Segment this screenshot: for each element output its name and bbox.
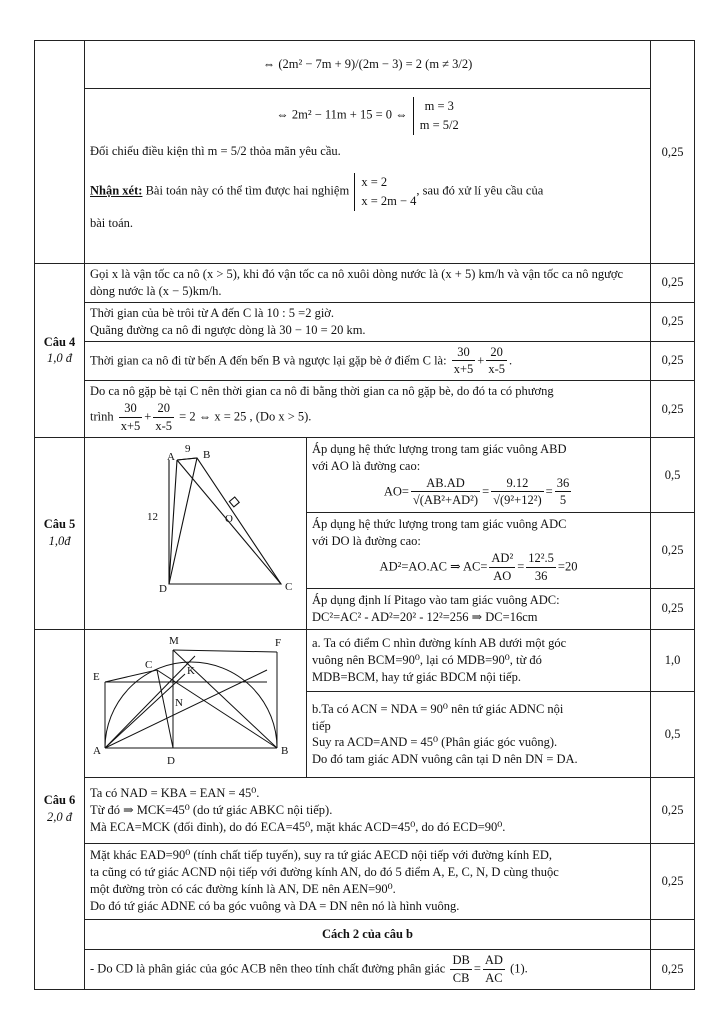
cau6-d4: Do đó tứ giác ADNE có ba góc vuông và DA = DN nên nó là hình vuông.: [90, 899, 460, 913]
cau5-p2b: với DO là đường cao:: [312, 534, 421, 549]
fig6-C: C: [145, 658, 153, 671]
cau6-se: 0,25: [651, 949, 695, 989]
cau4-r2b: Quãng đường ca nô đi ngược dòng là 30 − 10 = 20 km.: [90, 322, 366, 337]
cau6-a2: vuông nên BCM=90⁰, lại có MDB=90⁰, từ đó: [312, 653, 542, 668]
cau6-d: [85, 843, 651, 919]
case-x2: x = 2: [361, 175, 388, 190]
remark-text-3: bài toán.: [90, 215, 134, 230]
cau6-b2: tiếp: [312, 718, 331, 733]
answer-table: [34, 40, 695, 990]
cau5-p1a: Áp dụng hệ thức lượng trong tam giác vuông ABD: [312, 441, 567, 456]
cau4-title: Câu 4: [43, 334, 76, 349]
fig6-B: B: [281, 744, 289, 757]
cau3-eq1: ⇔ (2m² − 7m + 9)/(2m − 3) = 2 (m ≠ 3/2): [262, 57, 473, 72]
remark-text: Bài toán này có thể tìm được hai nghiệm: [145, 184, 350, 198]
cau6-figure: [85, 630, 305, 772]
fig6-D: D: [167, 754, 175, 767]
cau6-b: [307, 692, 651, 777]
cau6-c2: Từ đó ⇒ MCK=45⁰ (do tứ giác ABKC nội tiếp).: [90, 802, 333, 817]
frac-30b: $\frac{30}{x+5}$: [120, 401, 141, 433]
p2-lhs: AD²=AO.AC ⇒ AC=: [379, 559, 488, 574]
fig6-E: E: [93, 670, 100, 683]
cau4-s1: 0,25: [651, 264, 695, 303]
cau6-d1: Mặt khác EAD=90⁰ (tính chất tiếp tuyến), suy ra tứ giác AECD nội tiếp với đường kính ED,: [90, 848, 553, 863]
fig5-A: A: [167, 450, 175, 463]
cau4-r3-text: Thời gian ca nô đi từ bến A đến bến B và ngược lại gặp bè ở điểm C là:: [90, 352, 447, 367]
cau6-alt-score: [651, 919, 695, 949]
cau4-points: 1,0 đ: [47, 351, 72, 366]
remark-text-2: , sau đó xử lí yêu cầu của: [416, 184, 544, 198]
cau5-p3: [307, 588, 651, 629]
cau5-p2: Áp dụng hệ thức lượng trong tam giác vuông ADC với DO là đường cao: AD²=AO.AC ⇒ AC= $\frac{\text{AD²}}{AO}$ = $\frac{\text{12².5}}{36}$ =20: [307, 513, 651, 588]
cau5-p3a: Áp dụng định lí Pitago vào tam giác vuông ADC:: [312, 592, 560, 607]
cau6-d2: ta cũng có tứ giác ACND nội tiếp với đường kính AN, do đó 5 điểm A, E, C, N, D cùng thuộc: [90, 865, 559, 880]
cau4-r1: Gọi x là vận tốc ca nô (x > 5), khi đó vận tốc ca nô xuôi dòng nước là (x + 5) km/h và vận tốc ca nô ngược dòng nước là (x − 5)km/h.: [85, 264, 651, 303]
cau6-sb: 0,5: [651, 692, 695, 777]
cau3-solution: [85, 89, 651, 264]
frac-20: $\frac{20}{x-5}$: [488, 344, 505, 377]
cau4-s4: 0,25: [651, 381, 695, 438]
cau3-label-cell: [35, 41, 85, 264]
cau6-e-tail: (1).: [510, 961, 528, 975]
cau6-a: [307, 629, 651, 691]
cau4-r4b-pre: trình: [90, 409, 114, 424]
cau5-p2a: Áp dụng hệ thức lượng trong tam giác vuông ADC: [312, 517, 567, 532]
cau4-s3: 0,25: [651, 341, 695, 381]
cau5-points: 1,0đ: [48, 534, 71, 549]
p2-rhs: =20: [557, 559, 578, 574]
cau4-r2a: Thời gian của bè trôi từ A đến C là 10 : 5 =2 giờ.: [90, 305, 335, 320]
cau5-p3b: DC²=AC² - AD²=20² - 12²=256 ⇒ DC=16cm: [312, 609, 538, 624]
cau6-c3: Mà ECA=MCK (đối đỉnh), do đó ECA=45⁰, mặt khác ACD=45⁰, do đó ECD=90⁰.: [90, 819, 506, 834]
p1-f3: $\frac{36}{5}$: [556, 475, 570, 508]
cau6-title: Câu 6: [43, 793, 76, 808]
case-x2m4: x = 2m − 4: [361, 194, 417, 209]
frac-30: $\frac{30}{x+5}$: [453, 344, 474, 377]
cau6-d3: một đường tròn có các đường kính là AN, DE nên AEN=90⁰.: [90, 882, 396, 897]
cau6-e: - Do CD là phân giác của góc ACB nên theo tính chất đường phân giác $\frac{DB}{CB}$ = $\frac{AD}{AC}$ (1).: [85, 949, 651, 989]
e-f2: $\frac{AD}{AC}$: [484, 952, 503, 985]
fig5-ab: 9: [185, 442, 191, 455]
cau6-c1: Ta có NAD = KBA = EAN = 45⁰.: [90, 785, 260, 800]
cau5-p1b: với AO là đường cao:: [312, 458, 421, 473]
cau3-cases: [413, 97, 459, 135]
cau6-points: 2,0 đ: [47, 810, 72, 825]
frac-20b: $\frac{20}{x-5}$: [155, 401, 173, 433]
cau4-s2: 0,25: [651, 302, 695, 341]
cau5-p1: Áp dụng hệ thức lượng trong tam giác vuông ABD với AO là đường cao: AO= $\frac{AB.AD}{\text{√(AB²+AD²)}}$ = $\frac{9.12}{\text{√(9²+12²)}}$ = $\frac{36}{5}$: [307, 437, 651, 512]
cau6-a3: MDB=BCM, hay tứ giác BDCM nội tiếp.: [312, 669, 521, 684]
cau6-sa: 1,0: [651, 629, 695, 691]
fig6-M: M: [169, 634, 179, 647]
cau6-b4: Do đó tam giác ADN vuông cân tại D nên DN = DA.: [312, 752, 578, 767]
cau5-s1: 0,5: [651, 437, 695, 512]
cau3-eq-row: [85, 41, 651, 89]
p1-f1: $\frac{AB.AD}{\text{√(AB²+AD²)}}$: [412, 475, 479, 508]
cau3-compare: Đối chiếu điều kiện thì m = 5/2 thỏa mãn yêu cầu.: [90, 143, 341, 158]
cau5-s3: 0,25: [651, 588, 695, 629]
cau4-r4: Do ca nô gặp bè tại C nên thời gian ca nô đi bằng thời gian ca nô gặp bè, do đó ta có phương trình $\frac{30}{x+5}$ + $\frac{20}{x-5}$ = 2 ⇔ x = 25 , (Do x > 5).: [85, 381, 651, 438]
cau6-c: [85, 777, 651, 843]
fig5-O: O: [225, 512, 233, 525]
fig6-N: N: [175, 696, 183, 709]
cau3-eq2: ⇔ 2m² − 11m + 15 = 0 ⇔: [276, 107, 408, 122]
cau6-alt-title: Cách 2 của câu b: [85, 919, 651, 949]
cau6-a1: a. Ta có điểm C nhìn đường kính AB dưới một góc: [312, 636, 567, 651]
fig6-K: K: [187, 664, 195, 677]
cau5-label: [35, 437, 85, 629]
cau6-b1: b.Ta có ACN = NDA = 90⁰ nên tứ giác ADNC nội: [312, 701, 564, 716]
cau5-s2: 0,25: [651, 513, 695, 588]
cau4-r4a: Do ca nô gặp bè tại C nên thời gian ca nô đi bằng thời gian ca nô gặp bè, do đó ta có phương: [90, 384, 554, 399]
cau6-label: [35, 629, 85, 989]
cau6-sd: 0,25: [651, 843, 695, 919]
cau4-r2: [85, 302, 651, 341]
cau5-figure: [85, 438, 305, 624]
cau4-r4b-post: = 2 ⇔ x = 25 , (Do x > 5).: [179, 409, 312, 424]
fig5-ad: 12: [147, 510, 158, 523]
fig5-D: D: [159, 582, 167, 595]
e-f1: $\frac{DB}{CB}$: [452, 952, 470, 985]
p2-f2: $\frac{\text{12².5}}{36}$: [528, 550, 554, 583]
cau4-label: [35, 264, 85, 438]
p1-lhs: AO=: [383, 483, 409, 498]
fig6-A: A: [93, 744, 101, 757]
case-m52: m = 5/2: [419, 117, 459, 132]
fig5-C: C: [285, 580, 293, 593]
fig5-B: B: [203, 448, 211, 461]
case-m3: m = 3: [424, 99, 454, 113]
p2-f1: $\frac{\text{AD²}}{AO}$: [491, 550, 514, 583]
remark-label: Nhận xét:: [90, 184, 143, 198]
fig6-F: F: [275, 636, 282, 649]
cau5-title: Câu 5: [43, 517, 76, 532]
cau6-figure-cell: [85, 629, 307, 777]
cau6-b3: Suy ra ACD=AND = 45⁰ (Phân giác góc vuông).: [312, 735, 558, 750]
cau6-e1: - Do CD là phân giác của góc ACB nên theo tính chất đường phân giác: [90, 961, 446, 975]
cau4-r3: Thời gian ca nô đi từ bến A đến bến B và ngược lại gặp bè ở điểm C là: $\frac{30}{x+5}$ + $\frac{20}{x-5}$ .: [85, 341, 651, 381]
cau5-figure-cell: [85, 437, 307, 629]
remark-cases: [354, 173, 416, 211]
p1-f2: $\frac{9.12}{\text{√(9²+12²)}}$: [493, 475, 542, 508]
cau6-sc: 0,25: [651, 777, 695, 843]
cau3-score: 0,25: [651, 41, 695, 264]
